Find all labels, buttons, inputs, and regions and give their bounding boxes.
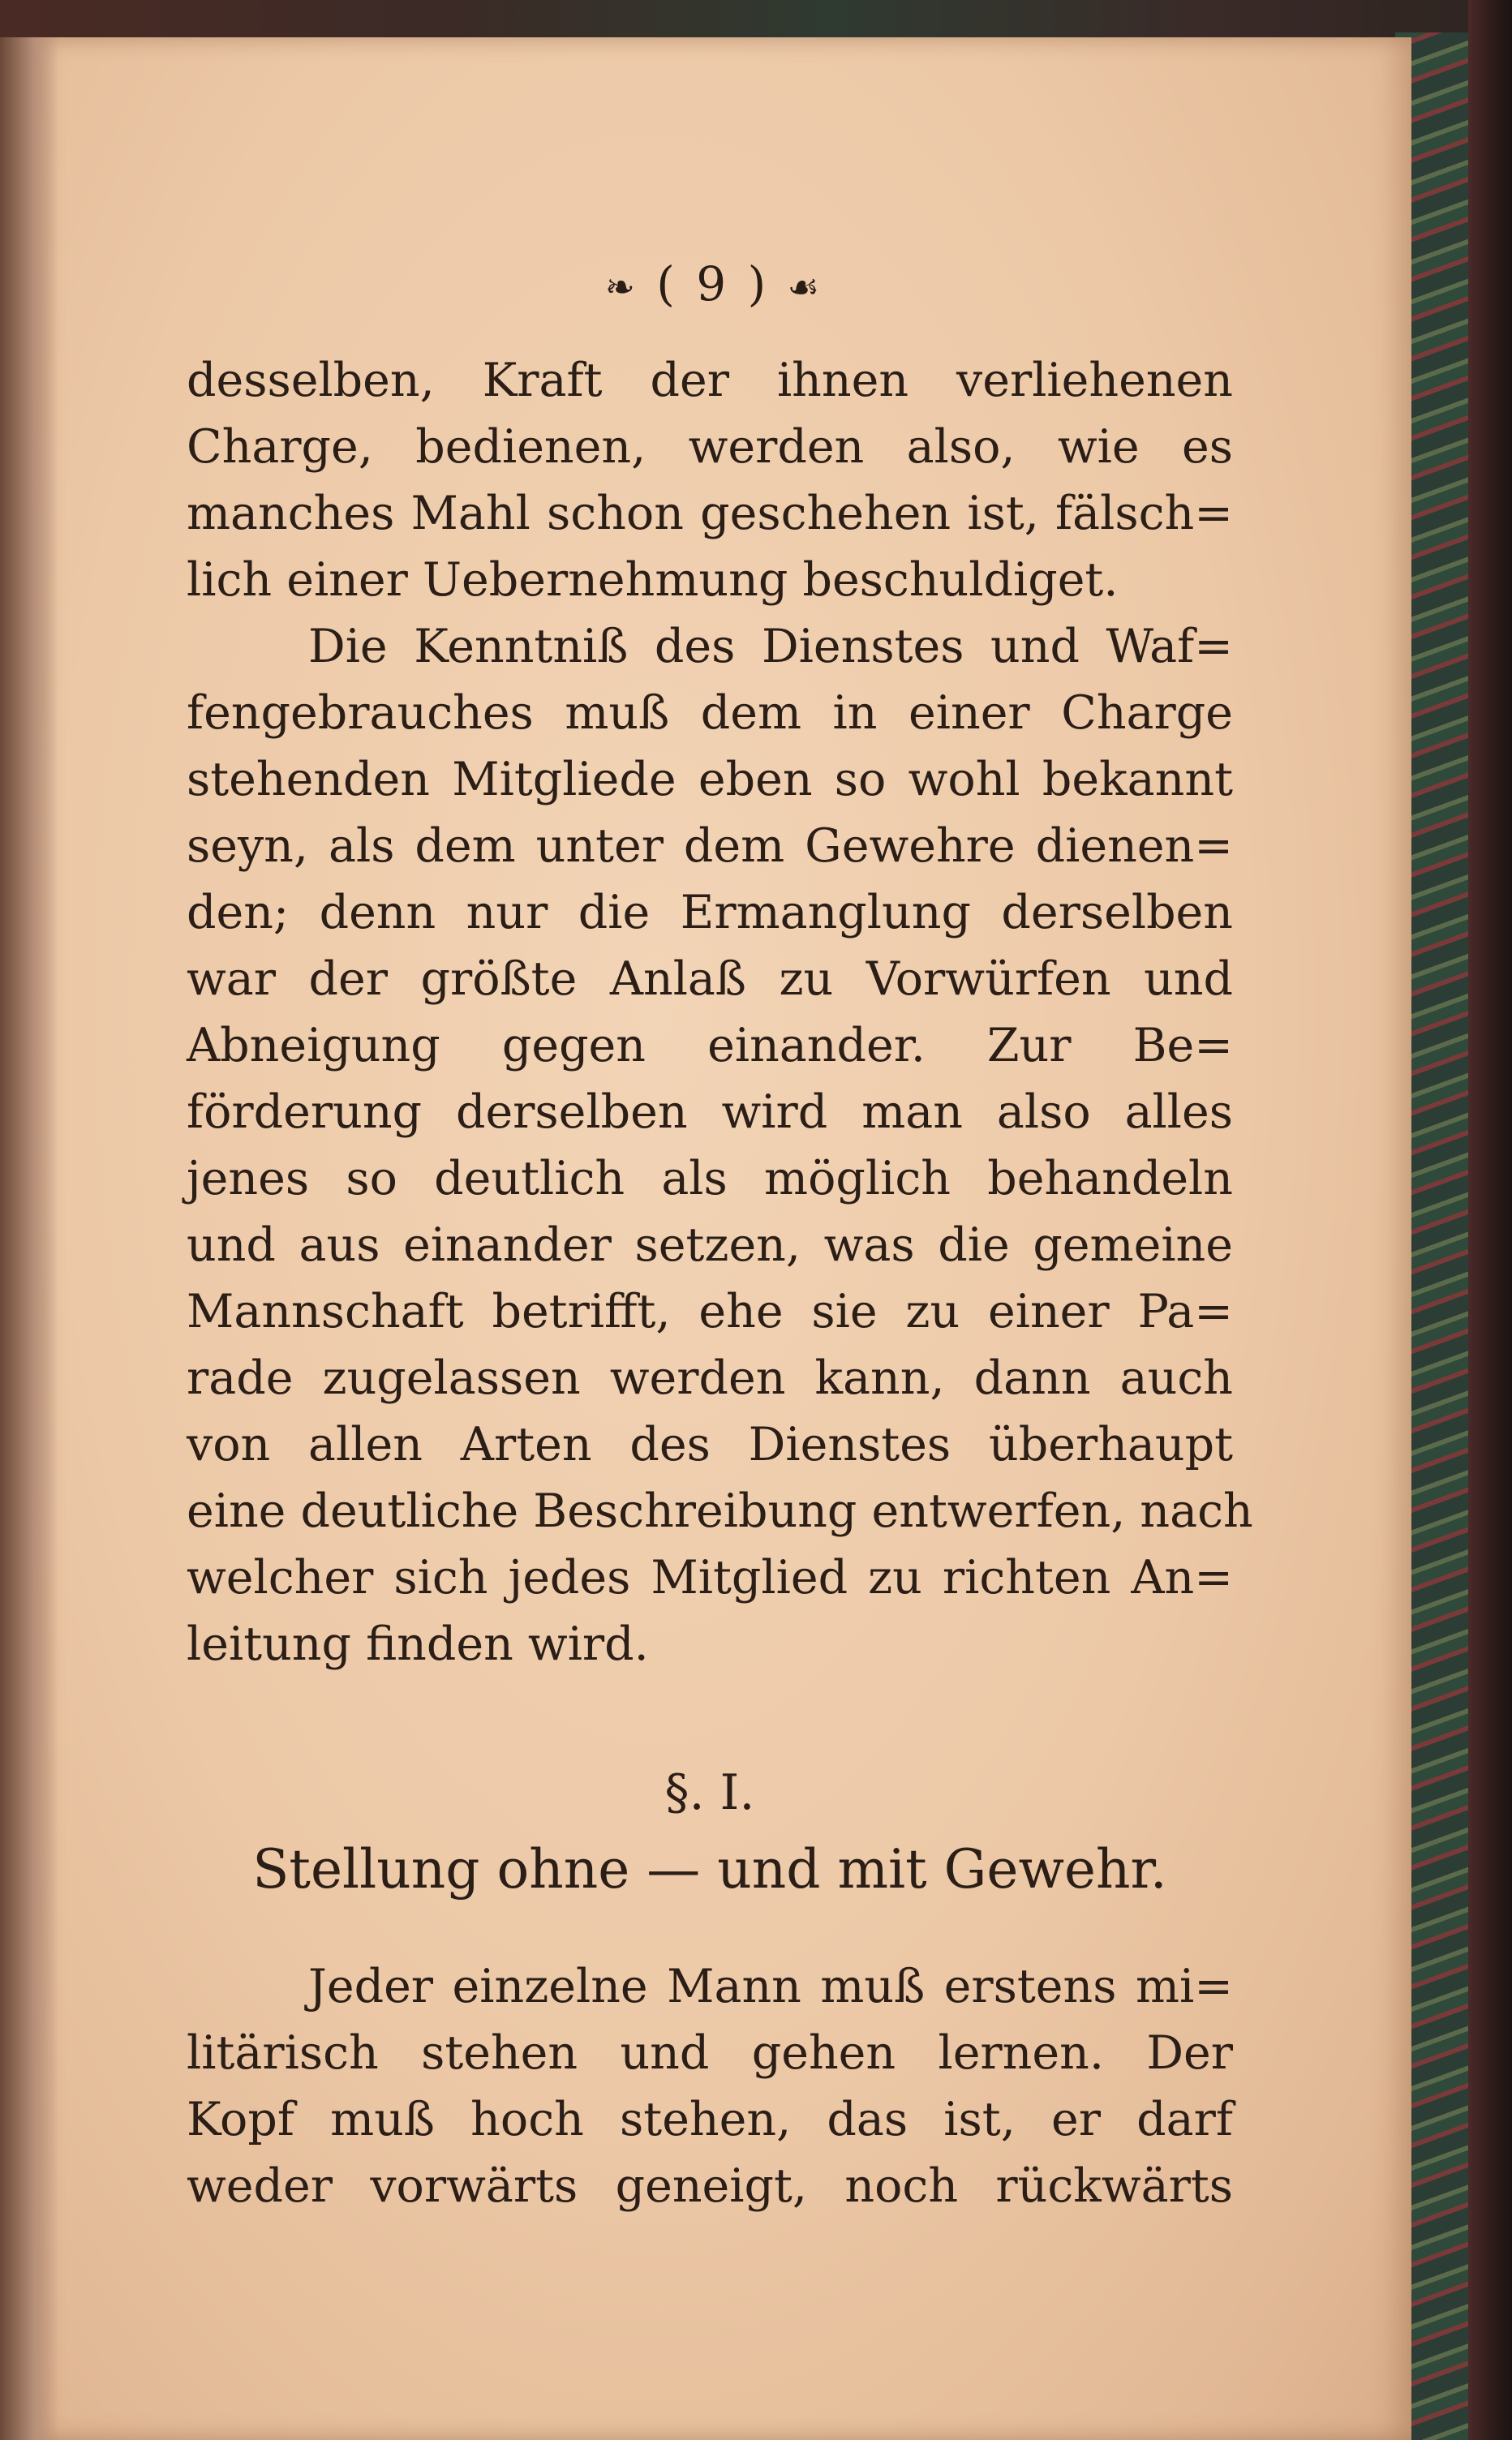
text-line: jenes so deutlich als möglich behandeln <box>187 1152 1233 1205</box>
page-gutter <box>0 37 58 2440</box>
text-line: welcher sich jedes Mitglied zu richten An= <box>187 1551 1233 1604</box>
text-line: war der größte Anlaß zu Vorwürfen und <box>187 952 1233 1006</box>
text-line: den; denn nur die Ermanglung derselben <box>187 886 1233 939</box>
text-line: Abneigung gegen einander. Zur Be= <box>187 1019 1233 1072</box>
text-line: Jeder einzelne Mann muß erstens mi= <box>308 1960 1233 2013</box>
text-line: leitung finden wird. <box>187 1617 649 1671</box>
book-binding-right <box>1468 0 1512 2440</box>
text-line: fengebrauches muß dem in einer Charge <box>187 686 1233 740</box>
paragraph-1 <box>187 347 1233 613</box>
text-line: Mannschaft betrifft, ehe sie zu einer Pa= <box>187 1285 1233 1338</box>
text-line: stehenden Mitgliede eben so wohl bekannt <box>187 753 1233 806</box>
ornament-left-icon: ❧ <box>604 266 638 308</box>
page-header <box>527 251 900 316</box>
section-title: Stellung ohne — und mit Gewehr. <box>252 1838 1167 1901</box>
text-line: rade zugelassen werden kann, dann auch <box>187 1351 1233 1405</box>
ornament-right-icon: ☙ <box>787 266 823 308</box>
text-line: manches Mahl schon geschehen ist, fälsch= <box>187 487 1233 540</box>
section-number: §. I. <box>664 1764 755 1821</box>
text-line: litärisch stehen und gehen lernen. Der <box>187 2026 1233 2080</box>
text-line: weder vorwärts geneigt, noch rückwärts <box>187 2159 1233 2213</box>
paragraph-2 <box>187 613 1253 1678</box>
text-line: Die Kenntniß des Dienstes und Waf= <box>308 620 1233 673</box>
text-line: eine deutliche Beschreibung entwerfen, nach <box>187 1484 1253 1538</box>
text-line: seyn, als dem unter dem Gewehre dienen= <box>187 819 1233 873</box>
text-line: förderung derselben wird man also alles <box>187 1085 1233 1139</box>
page-number: ( 9 ) <box>656 256 770 311</box>
text-line: Charge, bedienen, werden also, wie es <box>187 420 1233 474</box>
text-line: desselben, Kraft der ihnen verliehenen <box>187 354 1233 407</box>
text-line: und aus einander setzen, was die gemeine <box>187 1218 1233 1272</box>
text-line: Kopf muß hoch stehen, das ist, er darf <box>187 2093 1233 2146</box>
text-line: von allen Arten des Dienstes überhaupt <box>187 1418 1233 1471</box>
text-line: lich einer Uebernehmung beschuldiget. <box>187 553 1119 607</box>
paragraph-3 <box>187 1953 1233 2219</box>
